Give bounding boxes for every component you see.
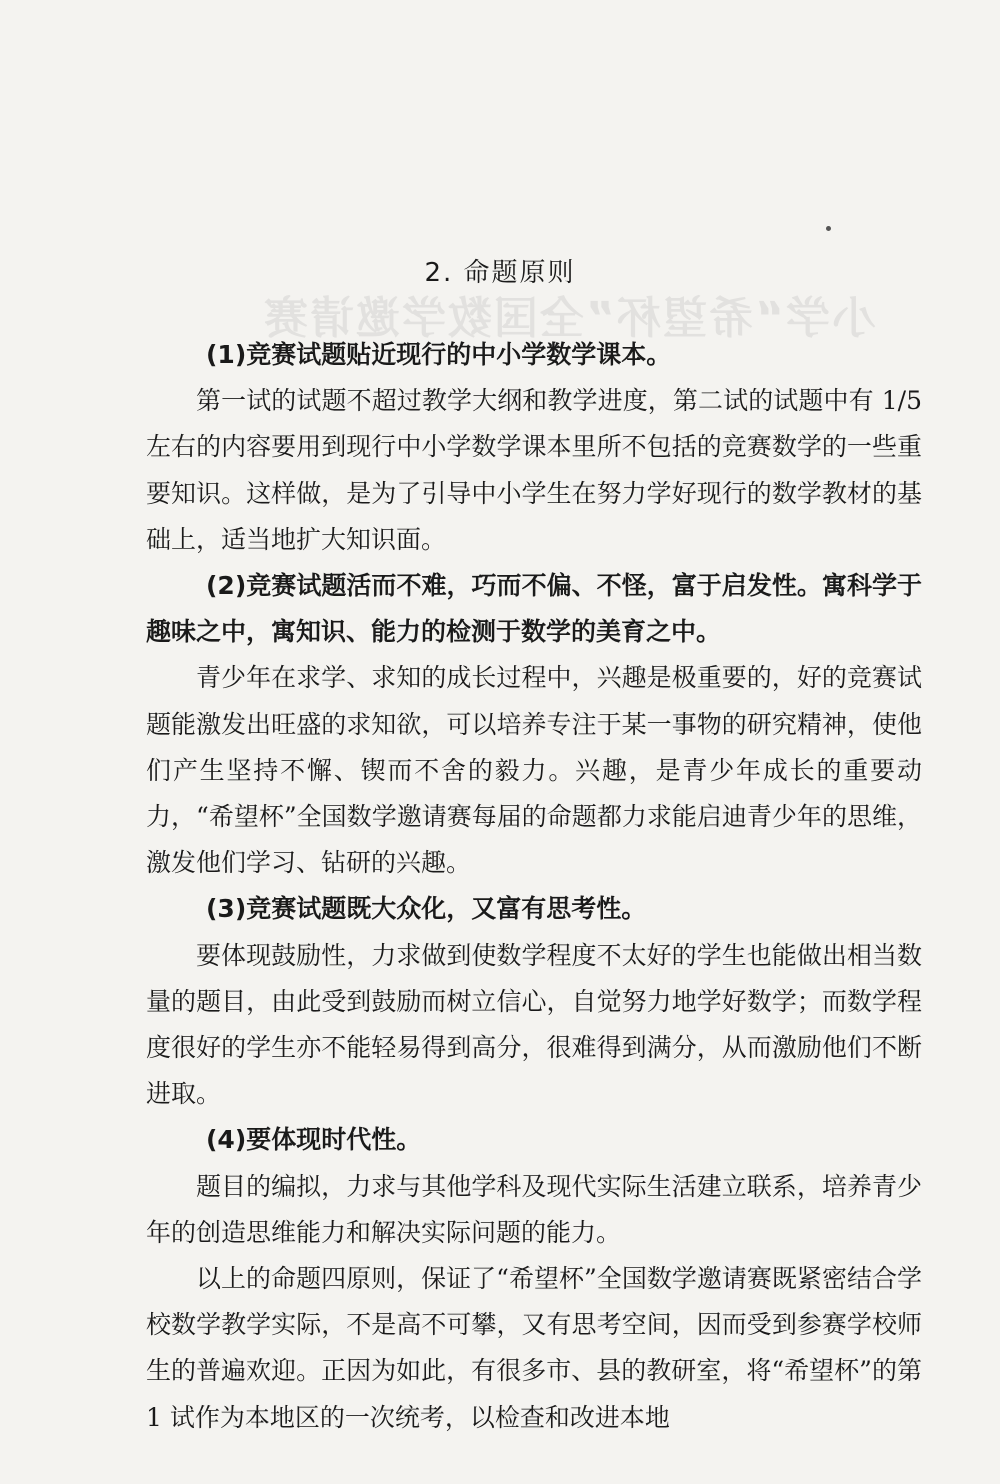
summary-paragraph: 以上的命题四原则，保证了“希望杯”全国数学邀请赛既紧密结合学校数学教学实际，不是高不可攀，又有思考空间，因而受到参赛学校师生的普遍欢迎。正因为如此，有很多市、县的教研室，将“希望杯”的第 1 试作为本地区的一次统考，以检查和改进本地 bbox=[146, 1264, 922, 1432]
speck bbox=[826, 226, 831, 231]
principle-heading-4: (4)要体现时代性。 bbox=[206, 1125, 422, 1155]
section-title: 2. 命题原则 bbox=[424, 258, 576, 288]
principle-body-4: 题目的编拟，力求与其他学科及现代实际生活建立联系，培养青少年的创造思维能力和解决实际问题的能力。 bbox=[146, 1171, 922, 1247]
principle-body-3: 要体现鼓励性，力求做到使数学程度不太好的学生也能做出相当数量的题目，由此受到鼓励而树立信心，自觉努力地学好数学；而数学程度很好的学生亦不能轻易得到高分，很难得到满分，从而激励他们不断进取。 bbox=[146, 940, 922, 1109]
principle-heading-1: (1)竞赛试题贴近现行的中小学数学课本。 bbox=[206, 340, 672, 369]
principle-heading-2: (2)竞赛试题活而不难，巧而不偏、不怪，富于启发性。寓科学于趣味之中，寓知识、能力的检测于数学的美育之中。 bbox=[146, 571, 922, 647]
principle-heading-3: (3)竞赛试题既大众化，又富有思考性。 bbox=[206, 894, 647, 924]
principle-body-2: 青少年在求学、求知的成长过程中，兴趣是极重要的，好的竞赛试题能激发出旺盛的求知欲，可以培养专注于某一事物的研究精神，使他们产生坚持不懈、锲而不舍的毅力。兴趣，是青少年成长的重要动力，“希望杯”全国数学邀请赛每届的命题都力求能启迪青少年的思维，激发他们学习、钻研的兴趣。 bbox=[146, 663, 922, 878]
bleed-through-text: 小学“希望杯”全国数学邀请赛 bbox=[262, 293, 876, 344]
body-text bbox=[146, 332, 922, 1441]
principle-body-1: 第一试的试题不超过教学大纲和教学进度，第二试的试题中有 1/5 左右的内容要用到现行中小学数学课本里所不包括的竞赛数学的一些重要知识。这样做，是为了引导中小学生在努力学好现行的数学教材的基础上，适当地扩大知识面。 bbox=[146, 386, 922, 554]
